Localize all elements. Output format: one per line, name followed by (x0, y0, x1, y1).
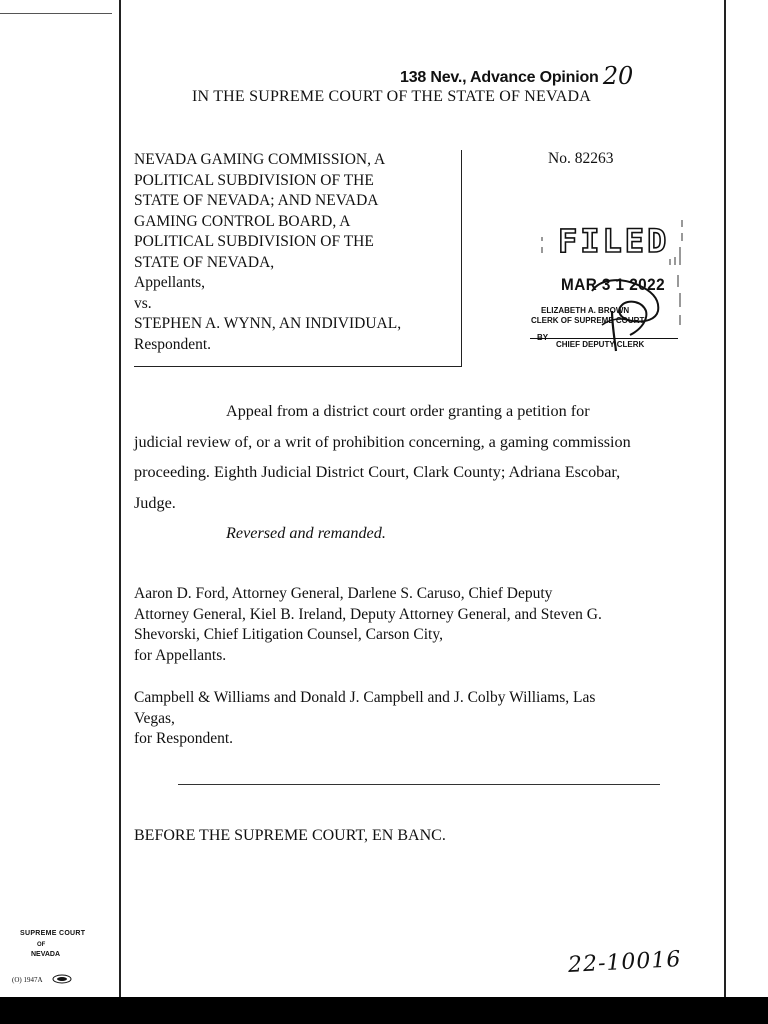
filed-date: MAR 3 1 2022 (561, 275, 666, 294)
appellants-counsel (134, 584, 714, 666)
clerk-name: ELIZABETH A. BROWN (541, 306, 630, 315)
caption-line: POLITICAL SUBDIVISION OF THE (134, 171, 374, 189)
by-label: BY (537, 333, 549, 342)
counsel-line: Campbell & Williams and Donald J. Campbell and J. Colby Williams, Las (134, 689, 596, 706)
caption-divider-vertical (461, 150, 462, 366)
appeal-text-line: Appeal from a district court order granting a petition for (226, 402, 590, 420)
caption-line: STEPHEN A. WYNN, AN INDIVIDUAL, (134, 315, 402, 332)
section-separator (178, 784, 660, 785)
filed-word: FILED (558, 222, 670, 260)
caption-divider-horizontal (134, 366, 462, 367)
seal-state-label: NEVADA (31, 951, 61, 958)
caption-line: STATE OF NEVADA, (134, 253, 275, 271)
caption-line: POLITICAL SUBDIVISION OF THE (134, 233, 374, 250)
court-title: IN THE SUPREME COURT OF THE STATE OF NEVADA (192, 88, 591, 105)
deputy-clerk-label: CHIEF DEPUTY CLERK (556, 340, 645, 349)
counsel-line: Shevorski, Chief Litigation Counsel, Carson City, (134, 626, 443, 643)
docket-number: 22-10016 (567, 947, 682, 978)
counsel-line: for Appellants. (134, 646, 227, 664)
en-banc-heading: BEFORE THE SUPREME COURT, EN BANC. (134, 827, 446, 844)
appeal-text-line: Judge. (134, 494, 176, 512)
seal-icon (52, 974, 72, 984)
citation-text: 138 Nev., Advance Opinion (400, 69, 599, 86)
counsel-line: Vegas, (134, 709, 175, 727)
case-caption (134, 150, 460, 362)
seal-court-label: SUPREME COURT (20, 930, 86, 937)
appeal-text-line: proceeding. Eighth Judicial District Court, Clark County; Adriana Escobar, (134, 463, 621, 481)
counsel-line: Attorney General, Kiel B. Ireland, Deputy Attorney General, and Steven G. (134, 605, 602, 623)
margin-rule (0, 13, 112, 14)
opinion-number: 20 (602, 62, 634, 90)
caption-line: vs. (134, 294, 152, 312)
caption-line: STATE OF NEVADA; AND NEVADA (134, 192, 379, 209)
form-number: (O) 1947A (12, 976, 43, 984)
stamp-signature-line (530, 338, 678, 339)
appeal-text-line: judicial review of, or a writ of prohibition concerning, a gaming commission (134, 433, 631, 451)
advance-opinion-citation (400, 60, 633, 88)
right-margin-line (724, 0, 726, 1000)
scan-bottom-edge (0, 997, 768, 1024)
case-number: No. 82263 (548, 150, 614, 167)
counsel-line: for Respondent. (134, 730, 234, 747)
caption-line: Respondent. (134, 335, 212, 353)
left-margin-line (119, 0, 121, 1000)
seal-of-label: OF (37, 942, 46, 948)
disposition: Reversed and remanded. (226, 524, 386, 542)
clerk-title: CLERK OF SUPREME COURT (531, 316, 645, 325)
counsel-line: Aaron D. Ford, Attorney General, Darlene S. Caruso, Chief Deputy (134, 585, 553, 602)
caption-line: Appellants, (134, 274, 206, 291)
caption-line: NEVADA GAMING COMMISSION, A (134, 151, 386, 168)
respondent-counsel (134, 688, 714, 750)
caption-line: GAMING CONTROL BOARD, A (134, 212, 351, 230)
